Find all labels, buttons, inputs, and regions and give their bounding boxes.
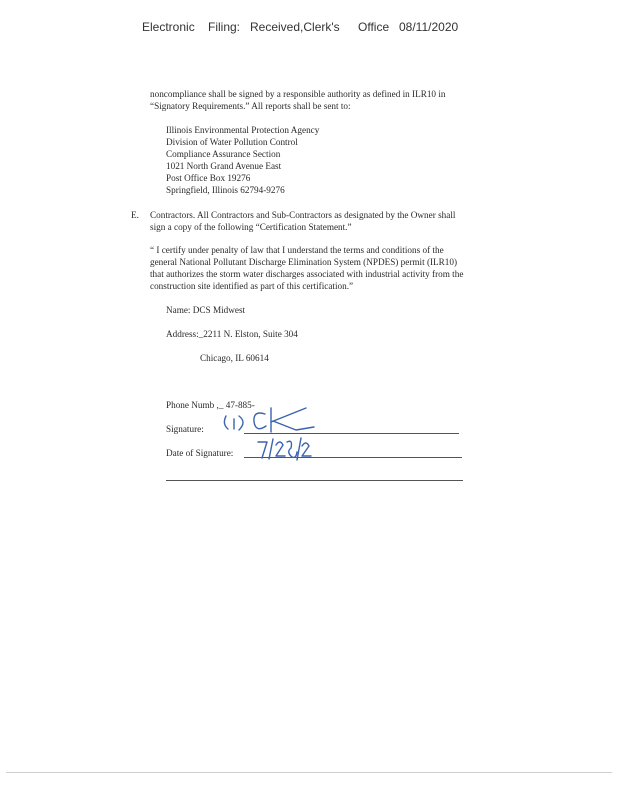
date-stroke [269,439,273,459]
cert-line: general National Pollutant Discharge Elimination System (NPDES) permit (ILR10) [150,257,458,267]
section-e-line1: Contractors. All Contractors and Sub-Contractors as designated by the Owner shall [150,210,456,220]
header-word-office: Office [358,20,390,34]
section-e-label: E. [131,210,139,220]
blank-line [166,480,463,481]
signature-stroke [254,413,266,429]
address-line: Division of Water Pollution Control [166,137,298,147]
address-line: Compliance Assurance Section [166,149,281,159]
para1-line1: noncompliance shall be signed by a responsible authority as defined in ILR10 in [150,89,446,99]
contractor-city: Chicago, IL 60614 [200,353,269,363]
date-stroke [302,443,311,456]
para1-line2: “Signatory Requirements.” All reports shall be sent to: [150,101,351,111]
contractor-phone: Phone Numb ,_ 47-885- [166,400,255,410]
signature-stroke [239,416,243,430]
header-date: 08/11/2020 [399,20,459,34]
header-word-filing: Filing: [208,20,241,34]
address-line: 1021 North Grand Avenue East [166,161,282,171]
date-stroke [276,442,285,456]
cert-line: “ I certify under penalty of law that I understand the terms and conditions of the [150,245,444,255]
signature-stroke [273,421,314,430]
handwritten-signature [218,402,318,438]
signature-stroke [271,408,306,422]
signature-stroke [224,416,228,429]
date-stroke [287,441,297,457]
date-stroke [258,442,267,458]
section-e-line2: sign a copy of the following “Certification Statement.” [150,222,352,232]
cert-line: that authorizes the storm water discharges associated with industrial activity from the [150,269,464,279]
header-word-electronic: Electronic [142,20,195,34]
cert-line: construction site identified as part of this certification.” [150,281,354,291]
page-bottom-rule [6,772,612,773]
address-line: Illinois Environmental Protection Agency [166,125,320,135]
contractor-name: Name: DCS Midwest [166,305,246,315]
handwritten-date [254,436,314,462]
header-word-received: Received,Clerk's [250,20,340,34]
address-line: Post Office Box 19276 [166,173,251,183]
contractor-address: Address:_2211 N. Elston, Suite 304 [166,329,298,339]
date-stroke [297,438,301,460]
signature-date-label: Date of Signature: [166,448,234,458]
signature-label: Signature: [166,424,204,434]
address-line: Springfield, Illinois 62794-9276 [166,185,285,195]
